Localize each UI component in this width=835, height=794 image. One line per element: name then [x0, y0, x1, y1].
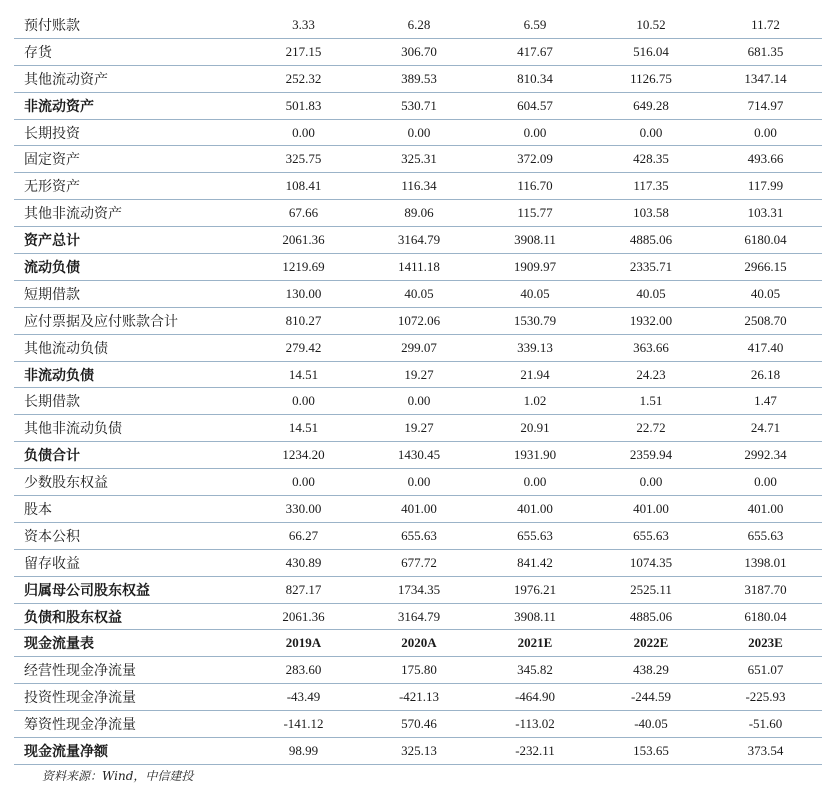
row-label: 长期借款 — [14, 388, 246, 415]
cell-value: 175.80 — [361, 657, 477, 684]
cell-value: -141.12 — [246, 711, 361, 738]
table-row — [14, 65, 822, 92]
cell-value: 401.00 — [709, 496, 822, 523]
row-label: 经营性现金净流量 — [14, 657, 246, 684]
cell-value: 19.27 — [361, 415, 477, 442]
cell-value: 1347.14 — [709, 65, 822, 92]
cell-value: 0.00 — [361, 119, 477, 146]
cell-value: 108.41 — [246, 173, 361, 200]
cell-value: 430.89 — [246, 549, 361, 576]
cell-value: 0.00 — [593, 119, 709, 146]
table-row — [14, 12, 822, 38]
cell-value: 26.18 — [709, 361, 822, 388]
table-row — [14, 92, 822, 119]
cell-value: 24.71 — [709, 415, 822, 442]
row-label: 其他流动负债 — [14, 334, 246, 361]
cell-value: 2061.36 — [246, 603, 361, 630]
cell-value: 0.00 — [709, 119, 822, 146]
cell-value: 40.05 — [593, 280, 709, 307]
table-row — [14, 469, 822, 496]
cell-value: 14.51 — [246, 361, 361, 388]
cell-value: 2061.36 — [246, 227, 361, 254]
table-row — [14, 307, 822, 334]
table-row — [14, 119, 822, 146]
cell-value: 570.46 — [361, 711, 477, 738]
cell-value: 21.94 — [477, 361, 593, 388]
cell-value: 1234.20 — [246, 442, 361, 469]
table-row — [14, 200, 822, 227]
cell-value: 1734.35 — [361, 576, 477, 603]
cell-value: 2335.71 — [593, 254, 709, 281]
cell-value: 827.17 — [246, 576, 361, 603]
table-row — [14, 738, 822, 765]
cell-value: 4885.06 — [593, 227, 709, 254]
cell-value: 1072.06 — [361, 307, 477, 334]
cell-value: -232.11 — [477, 738, 593, 765]
row-label: 现金流量净额 — [14, 738, 246, 765]
row-label: 预付账款 — [14, 12, 246, 38]
cell-value: 66.27 — [246, 522, 361, 549]
cell-value: 530.71 — [361, 92, 477, 119]
row-label: 负债和股东权益 — [14, 603, 246, 630]
cell-value: 0.00 — [477, 119, 593, 146]
table-row — [14, 630, 822, 657]
cell-value: 0.00 — [593, 469, 709, 496]
cell-value: 279.42 — [246, 334, 361, 361]
cell-value: 841.42 — [477, 549, 593, 576]
row-label: 长期投资 — [14, 119, 246, 146]
cell-value: 2525.11 — [593, 576, 709, 603]
cell-value: 493.66 — [709, 146, 822, 173]
cell-value: 4885.06 — [593, 603, 709, 630]
row-label: 非流动资产 — [14, 92, 246, 119]
row-label: 资产总计 — [14, 227, 246, 254]
row-label: 投资性现金净流量 — [14, 684, 246, 711]
cell-value: 115.77 — [477, 200, 593, 227]
cell-value: 0.00 — [361, 388, 477, 415]
cell-value: 299.07 — [361, 334, 477, 361]
cell-value: 3164.79 — [361, 227, 477, 254]
cell-value: 401.00 — [361, 496, 477, 523]
row-label: 其他非流动负债 — [14, 415, 246, 442]
cell-value: 283.60 — [246, 657, 361, 684]
cell-value: 1.47 — [709, 388, 822, 415]
row-label: 少数股东权益 — [14, 469, 246, 496]
cell-value: 2023E — [709, 630, 822, 657]
cell-value: -40.05 — [593, 711, 709, 738]
table-row — [14, 496, 822, 523]
cell-value: 1219.69 — [246, 254, 361, 281]
table-row — [14, 280, 822, 307]
cell-value: 1976.21 — [477, 576, 593, 603]
cell-value: 40.05 — [709, 280, 822, 307]
cell-value: 117.99 — [709, 173, 822, 200]
cell-value: -51.60 — [709, 711, 822, 738]
table-row — [14, 576, 822, 603]
cell-value: 14.51 — [246, 415, 361, 442]
table-row — [14, 522, 822, 549]
cell-value: 130.00 — [246, 280, 361, 307]
cell-value: 24.23 — [593, 361, 709, 388]
row-label: 现金流量表 — [14, 630, 246, 657]
cell-value: 22.72 — [593, 415, 709, 442]
cell-value: 330.00 — [246, 496, 361, 523]
cell-value: 1430.45 — [361, 442, 477, 469]
table-row — [14, 442, 822, 469]
cell-value: 6.28 — [361, 12, 477, 38]
table-row — [14, 173, 822, 200]
cell-value: 217.15 — [246, 38, 361, 65]
cell-value: 6180.04 — [709, 603, 822, 630]
cell-value: 3.33 — [246, 12, 361, 38]
cell-value: -421.13 — [361, 684, 477, 711]
cell-value: 40.05 — [361, 280, 477, 307]
cell-value: 428.35 — [593, 146, 709, 173]
cell-value: 117.35 — [593, 173, 709, 200]
cell-value: -464.90 — [477, 684, 593, 711]
cell-value: 1411.18 — [361, 254, 477, 281]
cell-value: 325.13 — [361, 738, 477, 765]
cell-value: 714.97 — [709, 92, 822, 119]
table-row — [14, 549, 822, 576]
cell-value: 516.04 — [593, 38, 709, 65]
cell-value: 1932.00 — [593, 307, 709, 334]
cell-value: 1398.01 — [709, 549, 822, 576]
cell-value: 306.70 — [361, 38, 477, 65]
cell-value: 681.35 — [709, 38, 822, 65]
table-row — [14, 415, 822, 442]
cell-value: 6180.04 — [709, 227, 822, 254]
row-label: 其他非流动资产 — [14, 200, 246, 227]
row-label: 股本 — [14, 496, 246, 523]
cell-value: 98.99 — [246, 738, 361, 765]
cell-value: 67.66 — [246, 200, 361, 227]
cell-value: 10.52 — [593, 12, 709, 38]
financial-table — [14, 12, 822, 765]
row-label: 资本公积 — [14, 522, 246, 549]
cell-value: 417.40 — [709, 334, 822, 361]
cell-value: 655.63 — [593, 522, 709, 549]
cell-value: 373.54 — [709, 738, 822, 765]
cell-value: 2022E — [593, 630, 709, 657]
table-row — [14, 388, 822, 415]
cell-value: 103.31 — [709, 200, 822, 227]
cell-value: 0.00 — [361, 469, 477, 496]
cell-value: 0.00 — [477, 469, 593, 496]
cell-value: 89.06 — [361, 200, 477, 227]
cell-value: 3164.79 — [361, 603, 477, 630]
cell-value: 325.75 — [246, 146, 361, 173]
cell-value: 3908.11 — [477, 603, 593, 630]
cell-value: 655.63 — [709, 522, 822, 549]
cell-value: 417.67 — [477, 38, 593, 65]
cell-value: 655.63 — [361, 522, 477, 549]
cell-value: 372.09 — [477, 146, 593, 173]
cell-value: 6.59 — [477, 12, 593, 38]
row-label: 负债合计 — [14, 442, 246, 469]
cell-value: -113.02 — [477, 711, 593, 738]
cell-value: 389.53 — [361, 65, 477, 92]
cell-value: 116.34 — [361, 173, 477, 200]
cell-value: 103.58 — [593, 200, 709, 227]
cell-value: 501.83 — [246, 92, 361, 119]
cell-value: 3187.70 — [709, 576, 822, 603]
table-row — [14, 657, 822, 684]
table-row — [14, 711, 822, 738]
cell-value: 438.29 — [593, 657, 709, 684]
cell-value: 1074.35 — [593, 549, 709, 576]
cell-value: 339.13 — [477, 334, 593, 361]
row-label: 固定资产 — [14, 146, 246, 173]
row-label: 归属母公司股东权益 — [14, 576, 246, 603]
cell-value: 810.27 — [246, 307, 361, 334]
cell-value: 1909.97 — [477, 254, 593, 281]
cell-value: 363.66 — [593, 334, 709, 361]
row-label: 筹资性现金净流量 — [14, 711, 246, 738]
cell-value: 2966.15 — [709, 254, 822, 281]
cell-value: 116.70 — [477, 173, 593, 200]
cell-value: 1931.90 — [477, 442, 593, 469]
cell-value: -244.59 — [593, 684, 709, 711]
row-label: 非流动负债 — [14, 361, 246, 388]
row-label: 流动负债 — [14, 254, 246, 281]
cell-value: 2021E — [477, 630, 593, 657]
cell-value: 0.00 — [246, 119, 361, 146]
cell-value: 40.05 — [477, 280, 593, 307]
table-row — [14, 38, 822, 65]
table-body — [14, 12, 822, 764]
table-row — [14, 334, 822, 361]
cell-value: 810.34 — [477, 65, 593, 92]
table-row — [14, 227, 822, 254]
cell-value: -225.93 — [709, 684, 822, 711]
table-row — [14, 146, 822, 173]
cell-value: 11.72 — [709, 12, 822, 38]
cell-value: 677.72 — [361, 549, 477, 576]
cell-value: 19.27 — [361, 361, 477, 388]
cell-value: 325.31 — [361, 146, 477, 173]
cell-value: 345.82 — [477, 657, 593, 684]
cell-value: 3908.11 — [477, 227, 593, 254]
cell-value: 20.91 — [477, 415, 593, 442]
cell-value: 0.00 — [246, 469, 361, 496]
row-label: 应付票据及应付账款合计 — [14, 307, 246, 334]
cell-value: 651.07 — [709, 657, 822, 684]
table-row — [14, 684, 822, 711]
cell-value: 2020A — [361, 630, 477, 657]
cell-value: 1530.79 — [477, 307, 593, 334]
cell-value: 153.65 — [593, 738, 709, 765]
cell-value: 649.28 — [593, 92, 709, 119]
table-row — [14, 254, 822, 281]
cell-value: 2508.70 — [709, 307, 822, 334]
cell-value: 1.02 — [477, 388, 593, 415]
cell-value: 0.00 — [246, 388, 361, 415]
table-row — [14, 361, 822, 388]
row-label: 存货 — [14, 38, 246, 65]
cell-value: 252.32 — [246, 65, 361, 92]
cell-value: 401.00 — [593, 496, 709, 523]
cell-value: 2019A — [246, 630, 361, 657]
cell-value: 2359.94 — [593, 442, 709, 469]
cell-value: -43.49 — [246, 684, 361, 711]
cell-value: 0.00 — [709, 469, 822, 496]
cell-value: 604.57 — [477, 92, 593, 119]
source-note: 资料来源：Wind，中信建投 — [42, 769, 194, 783]
row-label: 无形资产 — [14, 173, 246, 200]
table-row — [14, 603, 822, 630]
row-label: 其他流动资产 — [14, 65, 246, 92]
cell-value: 1.51 — [593, 388, 709, 415]
cell-value: 2992.34 — [709, 442, 822, 469]
cell-value: 401.00 — [477, 496, 593, 523]
cell-value: 655.63 — [477, 522, 593, 549]
row-label: 短期借款 — [14, 280, 246, 307]
row-label: 留存收益 — [14, 549, 246, 576]
cell-value: 1126.75 — [593, 65, 709, 92]
